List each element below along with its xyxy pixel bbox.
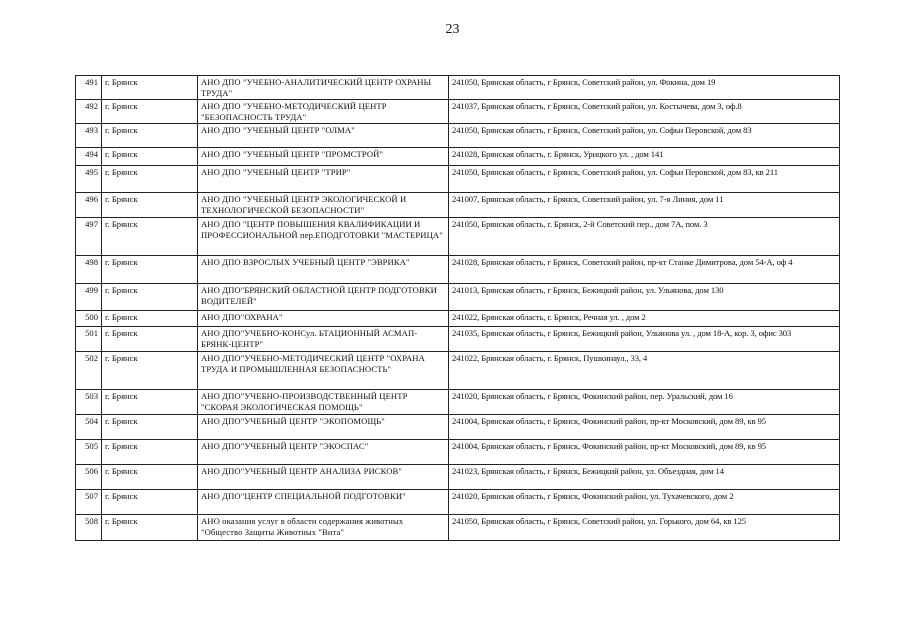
row-city: г. Брянск [102,390,198,415]
row-address: 241050, Брянская область, г Брянск, Советский район, ул. Фокина, дом 19 [449,76,840,100]
table-row [76,415,840,440]
row-organization: АНО ДПО "УЧЕБНЫЙ ЦЕНТР ЭКОЛОГИЧЕСКОЙ И ТЕХНОЛОГИЧЕСКОЙ БЕЗОПАСНОСТИ" [198,193,449,218]
row-address: 241004, Брянская область, г Брянск, Фокинский район, пр-кт Московский, дом 89, кв 95 [449,415,840,440]
row-city: г. Брянск [102,490,198,515]
row-address: 241013, Брянская область, г Брянск, Бежицкий район, ул. Ульянова, дом 130 [449,284,840,311]
row-number: 500 [76,311,102,327]
row-city: г. Брянск [102,352,198,390]
row-city: г. Брянск [102,415,198,440]
row-city: г. Брянск [102,100,198,124]
row-city: г. Брянск [102,327,198,352]
row-city: г. Брянск [102,193,198,218]
row-number: 505 [76,440,102,465]
row-address: 241007, Брянская область, г Брянск, Советский район, ул. 7-я Линия, дом 11 [449,193,840,218]
row-organization: АНО ДПО "УЧЕБНО-МЕТОДИЧЕСКИЙ ЦЕНТР "БЕЗОПАСНОСТЬ ТРУДА" [198,100,449,124]
table-row [76,352,840,390]
row-organization: АНО ДПО"ЦЕНТР СПЕЦИАЛЬНОЙ ПОДГОТОВКИ" [198,490,449,515]
organizations-table [75,75,840,541]
row-number: 498 [76,256,102,284]
row-organization: АНО ДПО "УЧЕБНО-АНАЛИТИЧЕСКИЙ ЦЕНТР ОХРАНЫ ТРУДА" [198,76,449,100]
row-address: 241028, Брянская область, г Брянск, Советский район, пр-кт Станке Димитрова, дом 54-А, оф 4 [449,256,840,284]
row-city: г. Брянск [102,515,198,541]
row-address: 241050, Брянская область, г. Брянск, 2-й Советский пер., дом 7А, пом. 3 [449,218,840,256]
row-number: 496 [76,193,102,218]
row-organization: АНО ДПО"УЧЕБНЫЙ ЦЕНТР АНАЛИЗА РИСКОВ" [198,465,449,490]
row-organization: АНО ДПО"БРЯНСКИЙ ОБЛАСТНОЙ ЦЕНТР ПОДГОТОВКИ ВОДИТЕЛЕЙ" [198,284,449,311]
row-number: 495 [76,166,102,193]
row-number: 492 [76,100,102,124]
table-row [76,284,840,311]
table-row [76,193,840,218]
row-number: 503 [76,390,102,415]
row-address: 241022, Брянская область, г. Брянск, Пушкинаул., 33, 4 [449,352,840,390]
row-city: г. Брянск [102,148,198,166]
table-row [76,311,840,327]
table-row [76,390,840,415]
row-address: 241035, Брянская область, г Брянск, Бежицкий район, Ульянова ул. , дом 18-А, кор. 3, офис 303 [449,327,840,352]
row-number: 491 [76,76,102,100]
row-organization: АНО ДПО "УЧЕБНЫЙ ЦЕНТР "ПРОМСТРОЙ" [198,148,449,166]
table-row [76,256,840,284]
row-address: 241028, Брянская область, г. Брянск, Урицкого ул. , дом 141 [449,148,840,166]
row-number: 493 [76,124,102,148]
row-address: 241050, Брянская область, г Брянск, Советский район, ул. Горького, дом 64, кв 125 [449,515,840,541]
row-address: 241022, Брянская область, г. Брянск, Речная ул. , дом 2 [449,311,840,327]
table-row [76,124,840,148]
row-number: 507 [76,490,102,515]
row-address: 241020, Брянская область, г Брянск, Фокинский район, ул. Тухачевского, дом 2 [449,490,840,515]
table-row [76,327,840,352]
row-organization: АНО ДПО"УЧЕБНО-ПРОИЗВОДСТВЕННЫЙ ЦЕНТР "СКОРАЯ ЭКОЛОГИЧЕСКАЯ ПОМОЩЬ" [198,390,449,415]
table-row [76,490,840,515]
row-number: 494 [76,148,102,166]
table-row [76,166,840,193]
row-number: 501 [76,327,102,352]
row-organization: АНО ДПО "УЧЕБНЫЙ ЦЕНТР "ТРИР" [198,166,449,193]
row-address: 241023, Брянская область, г Брянск, Бежицкий район, ул. Объездная, дом 14 [449,465,840,490]
table-row [76,100,840,124]
table-row [76,218,840,256]
row-number: 504 [76,415,102,440]
row-organization: АНО оказания услуг в области содержания животных "Общество Защиты Животных "Вита" [198,515,449,541]
row-city: г. Брянск [102,124,198,148]
row-organization: АНО ДПО"ОХРАНА" [198,311,449,327]
row-city: г. Брянск [102,284,198,311]
row-number: 506 [76,465,102,490]
row-number: 508 [76,515,102,541]
row-number: 502 [76,352,102,390]
row-city: г. Брянск [102,311,198,327]
row-number: 499 [76,284,102,311]
row-organization: АНО ДПО "ЦЕНТР ПОВЫШЕНИЯ КВАЛИФИКАЦИИ И ПРОФЕССИОНАЛЬНОЙ пер.ЕПОДГОТОВКИ "МАСТЕРИЦА" [198,218,449,256]
row-address: 241050, Брянская область, г Брянск, Советский район, ул. Софьи Перовской, дом 83 [449,124,840,148]
table-row [76,515,840,541]
row-city: г. Брянск [102,256,198,284]
table-row [76,76,840,100]
row-address: 241050, Брянская область, г Брянск, Советский район, ул. Софьи Перовской, дом 83, кв 211 [449,166,840,193]
row-address: 241004, Брянская область, г Брянск, Фокинский район, пр-кт Московский, дом 89, кв 95 [449,440,840,465]
table-row [76,440,840,465]
row-organization: АНО ДПО"УЧЕБНО-МЕТОДИЧЕСКИЙ ЦЕНТР "ОХРАНА ТРУДА И ПРОМЫШЛЕННАЯ БЕЗОПАСНОСТЬ" [198,352,449,390]
row-city: г. Брянск [102,76,198,100]
row-city: г. Брянск [102,218,198,256]
row-address: 241020, Брянская область, г Брянск, Фокинский район, пер. Уральский, дом 16 [449,390,840,415]
row-organization: АНО ДПО"УЧЕБНЫЙ ЦЕНТР "ЭКОПОМОЩЬ" [198,415,449,440]
table-row [76,148,840,166]
row-organization: АНО ДПО ВЗРОСЛЫХ УЧЕБНЫЙ ЦЕНТР "ЭВРИКА" [198,256,449,284]
page-number: 23 [445,22,460,37]
row-city: г. Брянск [102,465,198,490]
row-address: 241037, Брянская область, г Брянск, Советский район, ул. Костычева, дом 3, оф.8 [449,100,840,124]
row-number: 497 [76,218,102,256]
row-city: г. Брянск [102,166,198,193]
row-organization: АНО ДПО"УЧЕБНЫЙ ЦЕНТР "ЭКОСПАС" [198,440,449,465]
row-organization: АНО ДПО"УЧЕБНО-КОНСул. ЬТАЦИОННЫЙ АСМАП-БРЯНК-ЦЕНТР" [198,327,449,352]
row-organization: АНО ДПО "УЧЕБНЫЙ ЦЕНТР "ОЛМА" [198,124,449,148]
row-city: г. Брянск [102,440,198,465]
table-row [76,465,840,490]
